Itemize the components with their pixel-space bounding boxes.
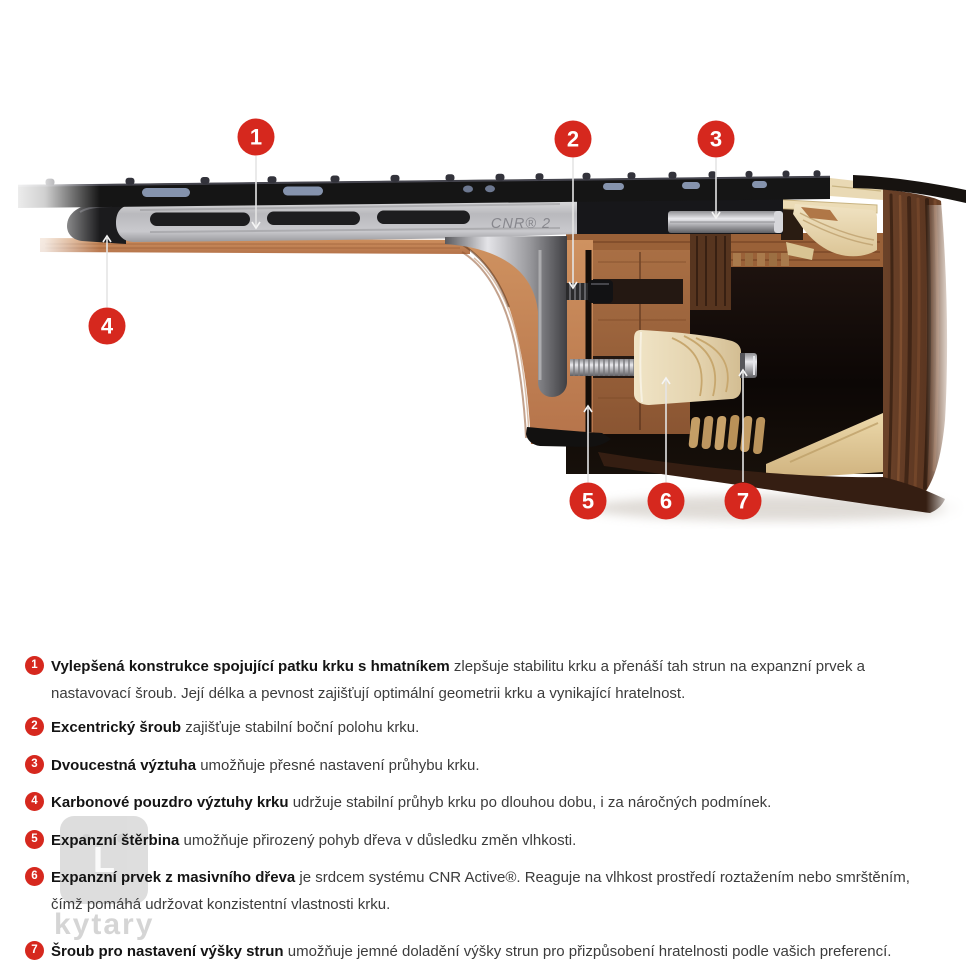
callout-1-number: 1 <box>249 124 263 150</box>
legend-badge-1 <box>25 656 44 675</box>
legend-badge-number: 6 <box>31 869 38 882</box>
legend-text-4: Karbonové pouzdro výztuhy krku udržuje stabilní průhyb krku po dlouhou dobu, i za náročných podmínek. <box>51 794 772 811</box>
watermark-text: kytary <box>54 908 155 941</box>
legend-badge-number: 7 <box>31 943 38 956</box>
legend-text-2: Excentrický šroub zajišťuje stabilní boční polohu krku. <box>51 719 420 736</box>
callout-7-number: 7 <box>736 488 750 514</box>
legend-item-3 <box>25 752 945 779</box>
legend-item-5 <box>25 827 945 854</box>
legend-badge-2 <box>25 717 44 736</box>
legend-badge-4 <box>25 792 44 811</box>
legend-badge-number: 1 <box>31 658 38 671</box>
callout-4-number: 4 <box>100 313 114 339</box>
legend-item-1 <box>25 653 945 707</box>
legend-badge-number: 3 <box>31 757 38 770</box>
legend-item-2 <box>25 714 945 741</box>
legend-item-6 <box>25 864 945 918</box>
legend-text-7: Šroub pro nastavení výšky strun umožňuje jemné doladění výšky strun pro přizpůsobení hratelnosti podle vašich preferencí. <box>51 943 892 960</box>
legend-item-7 <box>25 938 945 965</box>
callout-2-number: 2 <box>566 126 580 152</box>
legend-badge-number: 5 <box>31 832 38 845</box>
legend-text-1: Vylepšená konstrukce spojující patku krku s hmatníkem zlepšuje stabilitu krku a přenáší tah strun na expanzní prvek a nastavovací šroub. Její délka a pevnost zajišťují optimální geometrii krku a vynikající hratelnost. <box>51 658 865 702</box>
legend-badge-6 <box>25 867 44 886</box>
callout-3-number: 3 <box>709 126 723 152</box>
legend-badge-5 <box>25 830 44 849</box>
legend-text-6: Expanzní prvek z masivního dřeva je srdcem systému CNR Active®. Reaguje na vlhkost prostředí roztažením nebo smrštěním, čímž pomáhá udržovat konzistentní vlastnosti krku. <box>51 869 910 913</box>
callout-6-number: 6 <box>659 488 673 514</box>
legend-badge-number: 2 <box>31 719 38 732</box>
legend-badge-number: 4 <box>31 794 38 807</box>
legend-badge-3 <box>25 755 44 774</box>
legend-text-5: Expanzní štěrbina umožňuje přirozený pohyb dřeva v důsledku změn vlhkosti. <box>51 832 577 849</box>
logo-letter: L <box>93 839 115 880</box>
cnr-engraving: CNR® 2 <box>490 216 552 232</box>
legend-item-4 <box>25 789 945 816</box>
callout-5-number: 5 <box>581 488 595 514</box>
legend-badge-7 <box>25 941 44 960</box>
legend-text-3: Dvoucestná výztuha umožňuje přesné nastavení průhybu krku. <box>51 757 480 774</box>
